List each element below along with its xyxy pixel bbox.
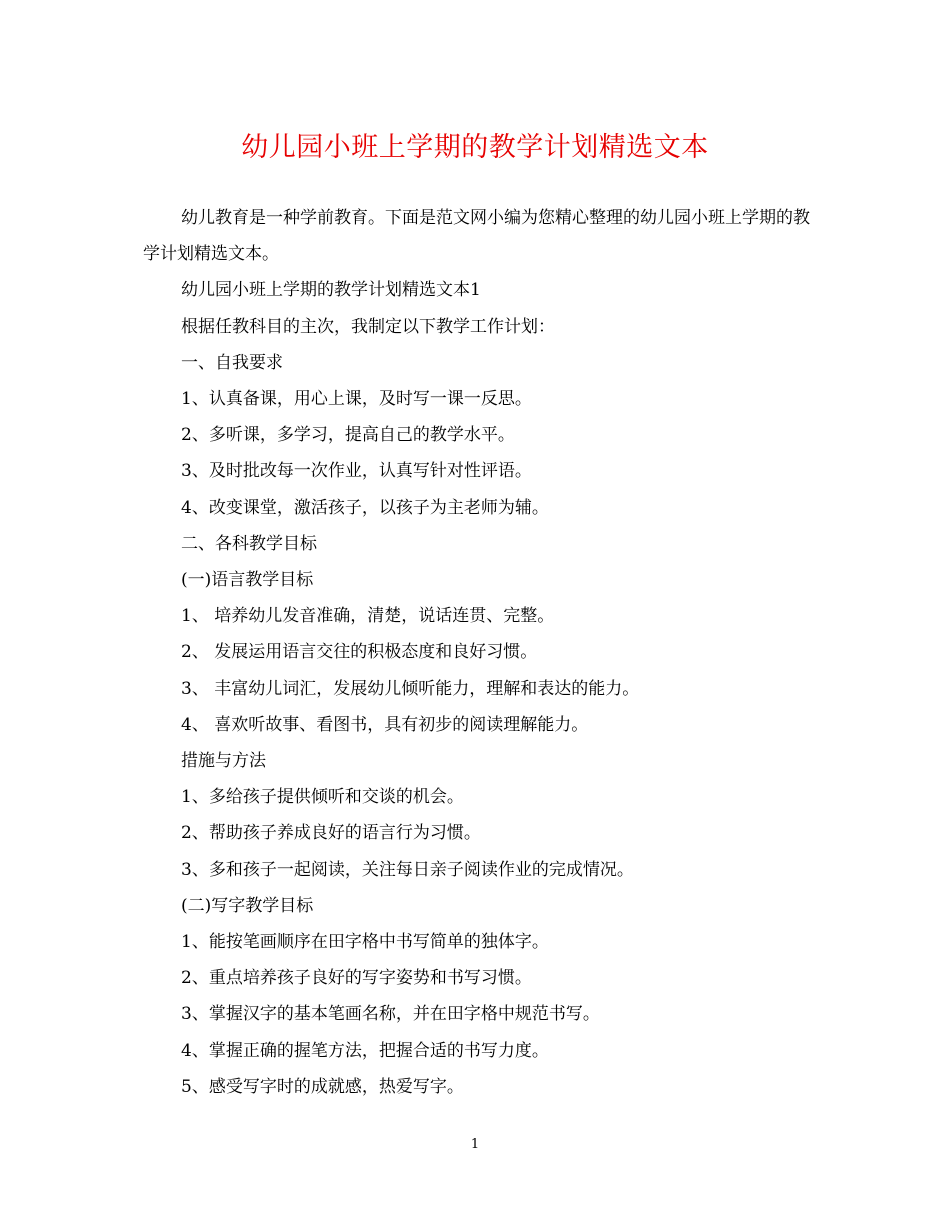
body-line: 幼儿园小班上学期的教学计划精选文本1 (181, 280, 481, 301)
body-line: 4、 喜欢听故事、看图书，具有初步的阅读理解能力。 (181, 714, 589, 735)
intro-paragraph: 幼儿教育是一种学前教育。下面是范文网小编为您精心整理的幼儿园小班上学期的教学计划精选文本。 (143, 208, 810, 265)
body-line: (二)写字教学目标 (181, 895, 314, 916)
body-line: 一、自我要求 (181, 352, 283, 373)
body-line: 2、重点培养孩子良好的写字姿势和书写习惯。 (181, 968, 532, 989)
body-line: 3、掌握汉字的基本笔画名称，并在田字格中规范书写。 (181, 1004, 600, 1025)
body-line: 1、 培养幼儿发音准确，清楚，说话连贯、完整。 (181, 606, 555, 627)
body-line: 1、认真备课，用心上课，及时写一课一反思。 (181, 389, 532, 410)
body-line: 措施与方法 (181, 751, 266, 772)
body-line: 3、 丰富幼儿词汇，发展幼儿倾听能力，理解和表达的能力。 (181, 678, 640, 699)
body-line: (一)语言教学目标 (181, 570, 314, 591)
body-line: 2、 发展运用语言交往的积极态度和良好习惯。 (181, 642, 538, 663)
body-line: 2、帮助孩子养成良好的语言行为习惯。 (181, 823, 481, 844)
body-line: 2、多听课，多学习，提高自己的教学水平。 (181, 425, 515, 446)
document-title: 幼儿园小班上学期的教学计划精选文本 (241, 132, 709, 163)
body-line: 1、能按笔画顺序在田字格中书写简单的独体字。 (181, 932, 549, 953)
document-lines (143, 272, 815, 1105)
page-number: 1 (470, 1137, 480, 1152)
body-line: 3、及时批改每一次作业，认真写针对性评语。 (181, 461, 532, 482)
body-line: 5、感受写字时的成就感，热爱写字。 (181, 1076, 464, 1097)
body-line: 4、掌握正确的握笔方法，把握合适的书写力度。 (181, 1040, 549, 1061)
body-line: 根据任教科目的主次，我制定以下教学工作计划： (181, 316, 555, 337)
body-line: 3、多和孩子一起阅读，关注每日亲子阅读作业的完成情况。 (181, 859, 634, 880)
body-line: 二、各科教学目标 (181, 533, 317, 554)
body-line: 1、多给孩子提供倾听和交谈的机会。 (181, 787, 464, 808)
body-line: 4、改变课堂，激活孩子，以孩子为主老师为辅。 (181, 497, 549, 518)
document-body (143, 200, 815, 1105)
